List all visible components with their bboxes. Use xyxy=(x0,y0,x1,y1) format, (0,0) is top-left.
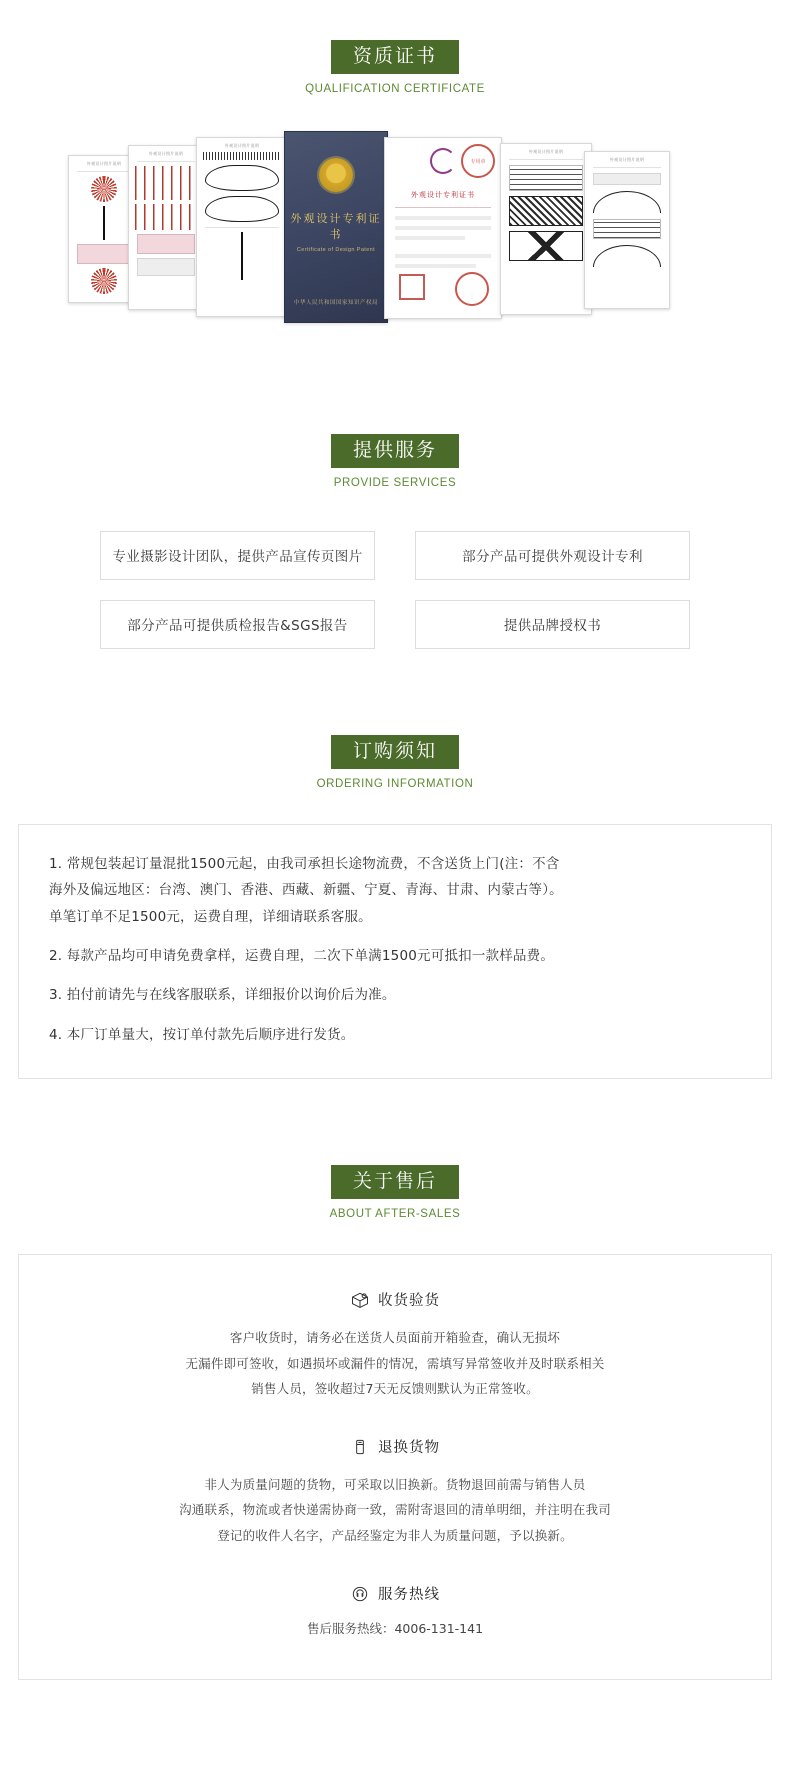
ordering-line-5: 3. 拍付前请先与在线客服联系，详细报价以询价后为准。 xyxy=(49,987,396,1004)
round-seal-icon xyxy=(455,272,489,306)
ordering-information-panel xyxy=(18,824,772,1079)
patent-office-logo-icon xyxy=(430,148,456,174)
section-title-cn: 资质证书 xyxy=(331,40,459,74)
text-line xyxy=(395,264,476,268)
divider xyxy=(205,227,279,228)
certificate-card-7[interactable] xyxy=(584,151,670,309)
text-line xyxy=(395,236,465,240)
divider xyxy=(137,161,195,162)
services-grid xyxy=(100,531,690,649)
wave-pattern-icon xyxy=(135,204,197,230)
block-title-row xyxy=(39,1436,751,1458)
cover-title-en: Certificate of Design Patent xyxy=(296,247,376,253)
cover-title-cn: 外观设计专利证书 xyxy=(290,212,382,241)
block-title: 服务热线 xyxy=(378,1587,440,1604)
certificate-card-7-title: 外观设计图片说明 xyxy=(609,157,645,162)
cloud-shape-icon xyxy=(205,165,279,191)
certificate-card-patent-red[interactable] xyxy=(384,137,502,319)
section-title-en: QUALIFICATION CERTIFICATE xyxy=(305,83,485,95)
section-heading-after-sales xyxy=(0,1165,790,1220)
text-line xyxy=(395,226,491,230)
certificate-card-6[interactable] xyxy=(500,143,592,315)
package-box-icon xyxy=(350,1289,370,1311)
stripe-pattern-icon xyxy=(509,165,583,191)
service-item-2[interactable]: 部分产品可提供外观设计专利 xyxy=(415,531,690,580)
certificate-card-6-title: 外观设计图片说明 xyxy=(528,149,564,154)
section-title-cn: 订购须知 xyxy=(331,735,459,769)
ordering-line-4: 2. 每款产品均可申请免费拿样，运费自理，二次下单满1500元可抵扣一款样品费。 xyxy=(49,947,555,964)
red-cert-title: 外观设计专利证书 xyxy=(411,191,475,199)
ordering-line-1: 1. 常规包装起订量混批1500元起，由我司承担长途物流费，不含送货上门(注：不含 xyxy=(49,856,560,872)
certificate-card-design-patent-cover[interactable] xyxy=(284,131,388,323)
cross-pattern-icon xyxy=(509,231,583,261)
line-shape xyxy=(241,232,243,280)
color-swatch xyxy=(593,173,661,185)
certificate-card-3[interactable] xyxy=(196,137,288,317)
text-line xyxy=(395,216,491,220)
certificate-gallery xyxy=(0,133,790,348)
section-title-en: ORDERING INFORMATION xyxy=(316,778,474,790)
body-line-3: 登记的收件人名字，产品经鉴定为非人为质量问题，予以换新。 xyxy=(217,1528,573,1543)
headset-icon xyxy=(350,1583,370,1605)
after-sales-block-receiving xyxy=(39,1289,751,1402)
wave-pattern-icon xyxy=(135,166,197,200)
hotline-text: 售后服务热线：4006-131-141 xyxy=(306,1620,484,1636)
hatch-pattern-icon xyxy=(509,196,583,226)
section-heading-ordering xyxy=(0,735,790,790)
section-heading-services xyxy=(0,434,790,489)
block-body xyxy=(39,1325,751,1402)
service-item-4[interactable]: 提供品牌授权书 xyxy=(415,600,690,649)
section-title-en: PROVIDE SERVICES xyxy=(333,477,457,489)
block-title: 收货验货 xyxy=(378,1293,440,1310)
certificate-card-2-title: 外观设计图片说明 xyxy=(148,151,184,156)
body-line-1: 客户收货时，请务必在送货人员面前开箱验查，确认无损坏 xyxy=(229,1329,561,1345)
color-swatch xyxy=(137,258,195,276)
barcode-icon xyxy=(203,152,281,160)
cover-footer: 中华人民共和国国家知识产权局 xyxy=(293,300,378,306)
ordering-line-3: 单笔订单不足1500元，运费自理，详细请联系客服。 xyxy=(49,908,372,925)
section-title-cn: 提供服务 xyxy=(331,434,459,468)
ordering-line-6: 4. 本厂订单量大，按订单付款先后顺序进行发货。 xyxy=(49,1026,355,1043)
stripe-pattern-icon xyxy=(593,219,661,239)
return-exchange-icon xyxy=(350,1436,370,1458)
body-line-1: 非人为质量问题的货物，可采取以旧换新。货物退回前需与销售人员 xyxy=(204,1476,586,1492)
color-swatch xyxy=(137,234,195,254)
national-emblem-icon xyxy=(319,158,353,192)
divider xyxy=(395,207,491,208)
text-line xyxy=(395,254,491,258)
sun-pattern-icon xyxy=(91,176,117,202)
round-seal-icon: 专用章 xyxy=(461,144,495,178)
certificate-card-2[interactable] xyxy=(128,145,204,310)
body-line-2: 无漏件即可签收，如遇损坏或漏件的情况，需填写异常签收并及时联系相关 xyxy=(185,1355,605,1371)
sun-pattern-icon xyxy=(91,268,117,294)
arc-shape-icon xyxy=(593,245,661,267)
section-title-en: ABOUT AFTER-SALES xyxy=(329,1207,461,1220)
cloud-shape-icon xyxy=(205,196,279,222)
block-title: 退换货物 xyxy=(378,1440,440,1457)
service-item-1[interactable]: 专业摄影设计团队，提供产品宣传页图片 xyxy=(100,531,375,580)
divider xyxy=(593,167,661,168)
arc-shape-icon xyxy=(593,191,661,213)
color-swatch xyxy=(77,244,131,264)
block-body xyxy=(39,1472,751,1549)
block-title-row xyxy=(39,1583,751,1605)
line-shape xyxy=(103,206,105,240)
after-sales-panel xyxy=(18,1254,772,1680)
ordering-line-2: 海外及偏远地区：台湾、澳门、香港、西藏、新疆、宁夏、青海、甘肃、内蒙古等）。 xyxy=(49,882,563,899)
divider xyxy=(77,171,131,172)
certificate-card-1-title: 外观设计图片说明 xyxy=(86,161,122,166)
body-line-2: 沟通联系，物流或者快递需协商一致，需附寄退回的清单明细，并注明在我司 xyxy=(179,1502,611,1518)
service-item-3[interactable]: 部分产品可提供质检报告&SGS报告 xyxy=(100,600,375,649)
certificate-card-3-title: 外观设计图片说明 xyxy=(224,143,260,148)
section-title-cn: 关于售后 xyxy=(331,1165,459,1199)
after-sales-block-exchange xyxy=(39,1436,751,1549)
block-title-row xyxy=(39,1289,751,1311)
square-stamp-icon xyxy=(399,274,425,300)
divider xyxy=(509,159,583,160)
after-sales-block-hotline xyxy=(39,1583,751,1637)
body-line-3: 销售人员，签收超过7天无反馈则默认为正常签收。 xyxy=(251,1381,539,1397)
section-heading-certificate xyxy=(0,40,790,95)
